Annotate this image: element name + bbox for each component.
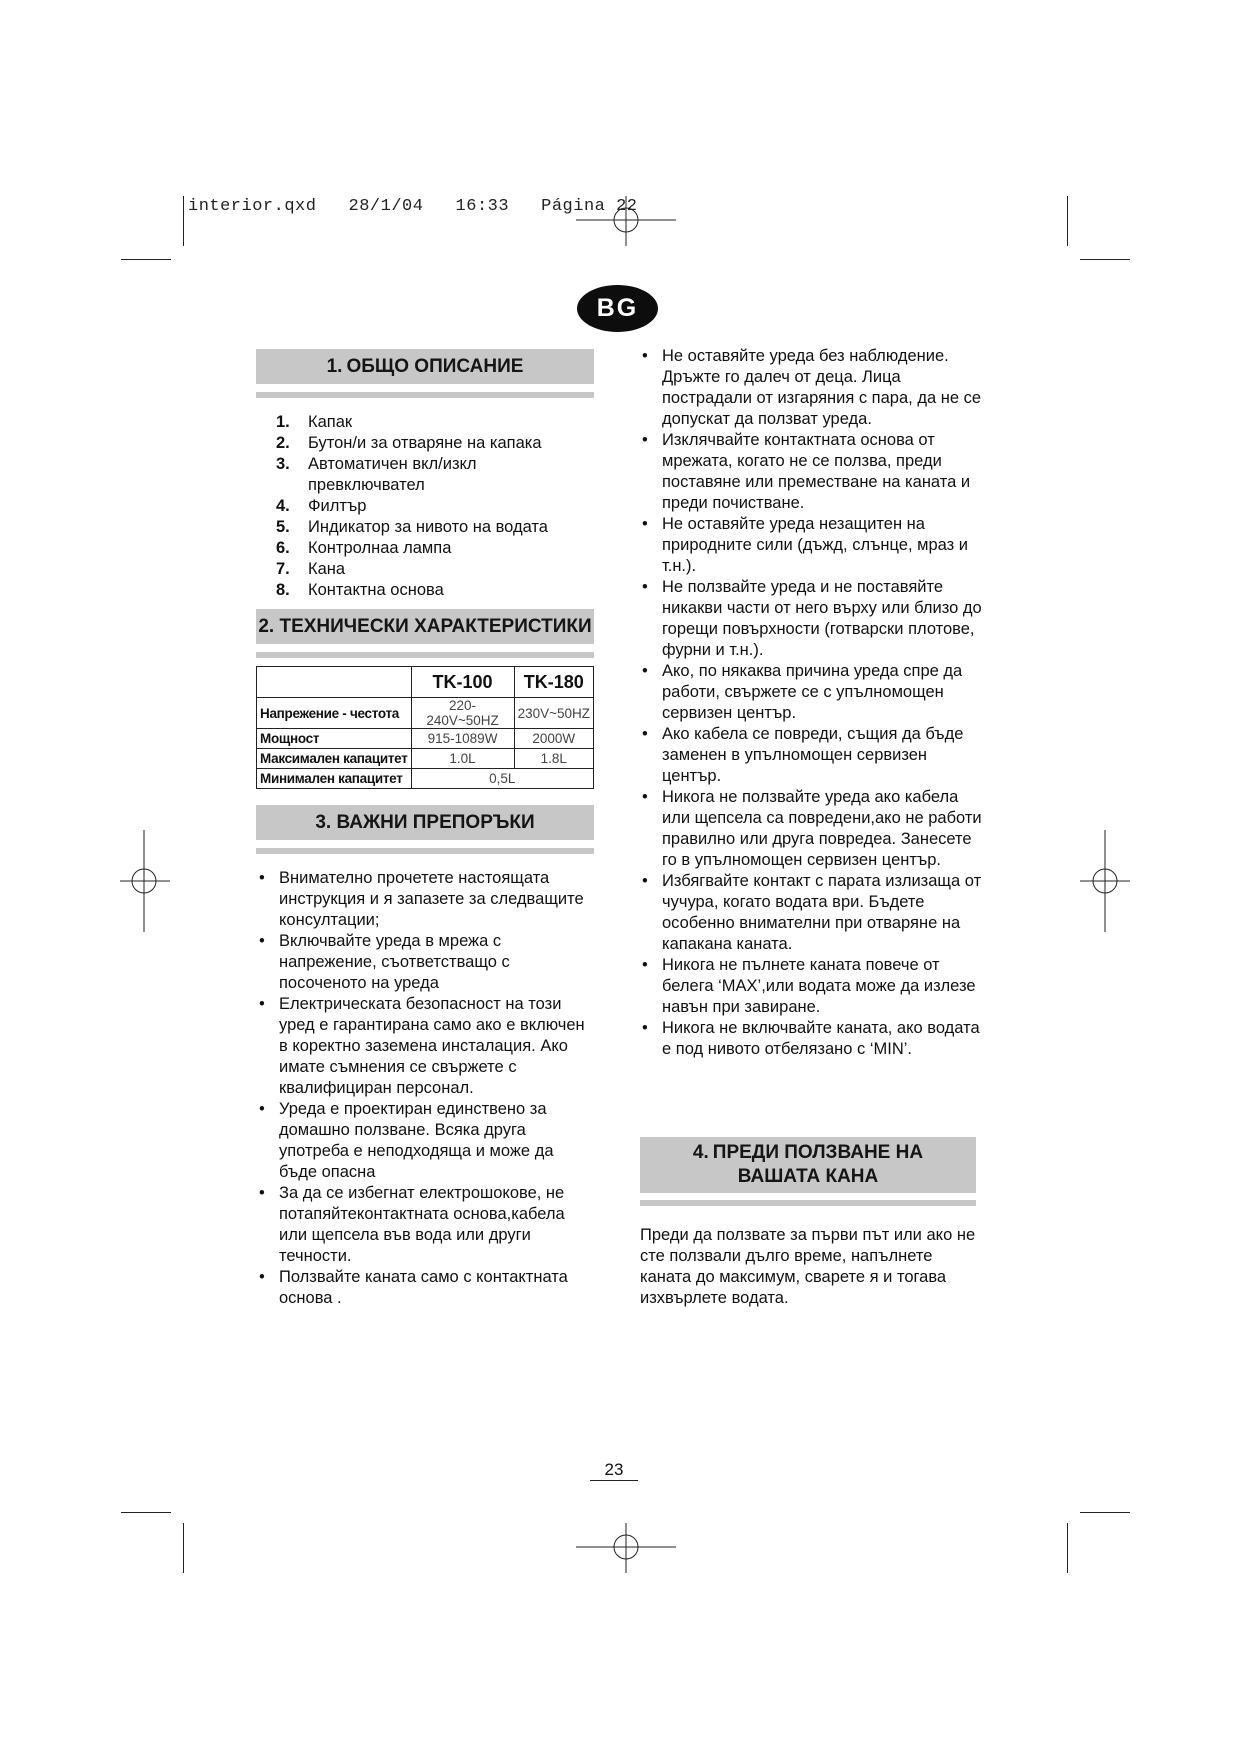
list-item: 3. Автоматичен вкл/изкл превключвател <box>276 455 477 494</box>
crop-mark <box>121 1512 171 1513</box>
heading-rule <box>256 652 594 658</box>
section-3-heading: 3. ВАЖНИ ПРЕПОРЪКИ <box>256 805 594 840</box>
list-item: • Ако кабела се повреди, същия да бъде заменен в упълномощен сервизен център. <box>640 724 985 787</box>
section-4-title-line1: ПРЕДИ ПОЛЗВАНЕ НА <box>712 1142 924 1163</box>
list-item: • Никога не включвайте каната, ако водата е под нивото отбелязано с ‘MIN’. <box>640 1018 985 1060</box>
crop-mark <box>1067 1523 1068 1573</box>
registration-mark-left <box>120 830 170 932</box>
table-row: Напрежение - честота 220-240V~50HZ 230V~50HZ <box>257 698 594 729</box>
table-corner-cell <box>257 667 412 698</box>
crop-mark <box>121 259 171 260</box>
recommendations-list-right <box>640 346 985 1060</box>
list-item: • Избягвайте контакт с парата излизаща от чучура, когато водата ври. Бъдете особенно внимателни при отваряне на капакана каната. <box>640 871 985 955</box>
section-4-number: 4. <box>692 1142 709 1163</box>
section-4-text: Преди да ползвате за първи път или ако не сте ползвали дълго време, напълнете каната до максимум, сварете я и тогава изхвърлете водата. <box>640 1226 976 1307</box>
table-row: Минимален капацитет 0,5L <box>257 769 594 789</box>
list-item: • Електрическата безопасност на този уред е гарантирана само ако е включен в коректно заземена инсталация. Ако имате съмнения се свържете с квалифициран персонал. <box>257 994 592 1099</box>
list-item: • Не оставяйте уреда незащитен на природните сили (дъжд, слънце, мраз и т.н.). <box>640 514 985 577</box>
list-item: • Не оставяйте уреда без наблюдение. Дръжте го далеч от деца. Лица пострадали от изгаряния с пара, да не се допускат да ползват уреда. <box>640 346 985 430</box>
page-number: 23 <box>590 1460 638 1481</box>
table-header-row <box>257 667 594 698</box>
list-item: 6. Контролнаа лампа <box>276 539 452 557</box>
list-item: 8. Контактна основа <box>276 581 444 599</box>
recommendations-list-left <box>257 868 592 1309</box>
list-item: • Ако, по някаква причина уреда спре да работи, свържете се с упълномощен сервизен център. <box>640 661 985 724</box>
list-item: • Никога не ползвайте уреда ако кабела или щепсела са повредени,ако не работи правилно или друга повредеа. Занесете го в упълномощен сервизен център. <box>640 787 985 871</box>
model-tk100: TK-100 <box>411 667 514 698</box>
table-row: Максимален капацитет 1.0L 1.8L <box>257 749 594 769</box>
model-tk180: TK-180 <box>514 667 593 698</box>
registration-mark-right <box>1080 830 1130 932</box>
list-item: • Внимателно прочетете настоящата инструкция и я запазете за следващите консултации; <box>257 868 592 931</box>
heading-rule <box>640 1200 976 1206</box>
list-item: 4. Филтър <box>276 497 367 515</box>
print-slug: interior.qxd 28/1/04 16:33 Página 22 <box>188 197 638 216</box>
crop-mark <box>1080 1512 1130 1513</box>
list-item: • Никога не пълнете каната повече от белега ‘MAX’,или водата може да излезе навън при завиране. <box>640 955 985 1018</box>
section-1-title: ОБЩО ОПИСАНИЕ <box>346 355 524 377</box>
crop-mark <box>1080 259 1130 260</box>
section-4-heading <box>640 1137 976 1193</box>
list-item: • Уреда е проектиран единствено за домашно ползване. Всяка друга употреба е неподходяща и може да бъде опасна <box>257 1099 592 1183</box>
list-item: 7. Кана <box>276 560 346 578</box>
crop-mark <box>1067 196 1068 246</box>
list-item: • Ползвайте каната само с контактната основа . <box>257 1267 592 1309</box>
parts-list <box>276 412 606 601</box>
section-1-number: 1. <box>326 355 343 377</box>
list-item: • Изклячвайте контактната основа от мрежата, когато не се ползва, преди поставяне или преместване на каната и преди почистване. <box>640 430 985 514</box>
crop-mark <box>183 196 184 246</box>
spec-table <box>256 666 594 789</box>
list-item: 1. Капак <box>276 413 353 431</box>
list-item: 2. Бутон/и за отваряне на капака <box>276 434 542 452</box>
list-item: • Включвайте уреда в мрежа с напрежение, съответстващо с посоченото на уреда <box>257 931 592 994</box>
list-item: • Не ползвайте уреда и не поставяйте никакви части от него върху или близо до горещи повърхности (готварски плотове, фурни и т.н.). <box>640 577 985 661</box>
language-badge: BG <box>577 285 658 332</box>
section-4-title-line2: ВАШАТА КАНА <box>737 1166 879 1187</box>
table-row: Мощност 915-1089W 2000W <box>257 729 594 749</box>
heading-rule <box>256 848 594 854</box>
section-2-heading: 2. ТЕХНИЧЕСКИ ХАРАКТЕРИСТИКИ <box>256 609 594 644</box>
section-1-heading <box>256 349 594 384</box>
registration-mark-bottom <box>576 1523 676 1573</box>
heading-rule <box>256 392 594 398</box>
list-item: 5. Индикатор за нивото на водата <box>276 518 548 536</box>
list-item: • За да се избегнат електрошокове, не потапяйтеконтактната основа,кабела или щепсела във вода или други течности. <box>257 1183 592 1267</box>
crop-mark <box>183 1523 184 1573</box>
